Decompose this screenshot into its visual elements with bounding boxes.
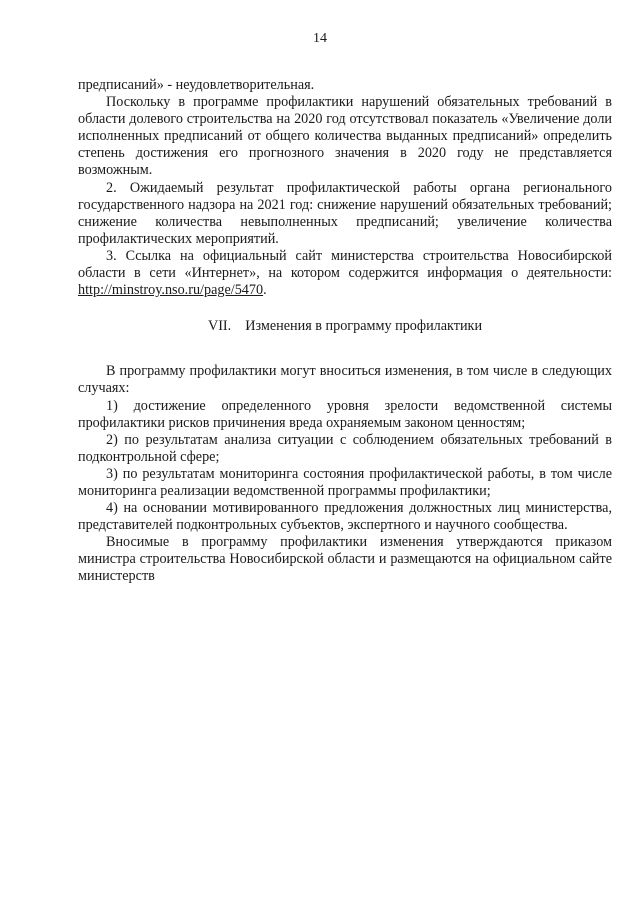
section-number: VII. xyxy=(207,318,232,335)
section-title: Изменения в программу профилактики xyxy=(245,318,483,335)
link-paragraph-text: 3. Ссылка на официальный сайт министерства строительства Новосибирской области в сети «Интернет», на котором содержится информация о деятельности: xyxy=(78,247,612,282)
list-item-3: 3) по результатам мониторинга состояния профилактической работы, в том числе мониторинга реализации ведомственной программы профилактики; xyxy=(78,465,612,499)
ministry-website-link[interactable]: http://minstroy.nso.ru/page/5470 xyxy=(78,282,264,299)
paragraph-website-link xyxy=(78,248,612,299)
list-item-4: 4) на основании мотивированного предложения должностных лиц министерства, представителей подконтрольных субъектов, экспертного и научного сообщества. xyxy=(78,500,612,534)
paragraph-expected-result: 2. Ожидаемый результат профилактической работы органа регионального государственного надзора на 2021 год: снижение нарушений обязательных требований; снижение количества невыполненных предписаний; увеличение количества профилактических мероприятий. xyxy=(78,179,612,247)
document-body xyxy=(78,77,612,586)
list-item-1: 1) достижение определенного уровня зрелости ведомственной системы профилактики рисков причинения вреда охраняемым законом ценностям; xyxy=(78,397,612,431)
page-number: 14 xyxy=(313,31,327,46)
paragraph-changes-intro: В программу профилактики могут вноситься изменения, в том числе в следующих случаях: xyxy=(78,363,612,397)
paragraph-approval: Вносимые в программу профилактики изменения утверждаются приказом министра строительства Новосибирской области и размещаются на официальном сайте министерств xyxy=(78,534,612,585)
paragraph-indicator-note: Поскольку в программе профилактики нарушений обязательных требований в области долевого строительства на 2020 год отсутствовал показатель «Увеличение доли исполненных предписаний от общего количества выданных предписаний» определить степень достижения его прогнозного значения в 2020 году не представляется возможным. xyxy=(78,94,612,179)
paragraph-continuation: предписаний» - неудовлетворительная. xyxy=(78,77,315,93)
section-heading xyxy=(78,318,612,335)
link-paragraph-end: . xyxy=(263,282,267,299)
list-item-2: 2) по результатам анализа ситуации с соблюдением обязательных требований в подконтрольной сфере; xyxy=(78,431,612,465)
